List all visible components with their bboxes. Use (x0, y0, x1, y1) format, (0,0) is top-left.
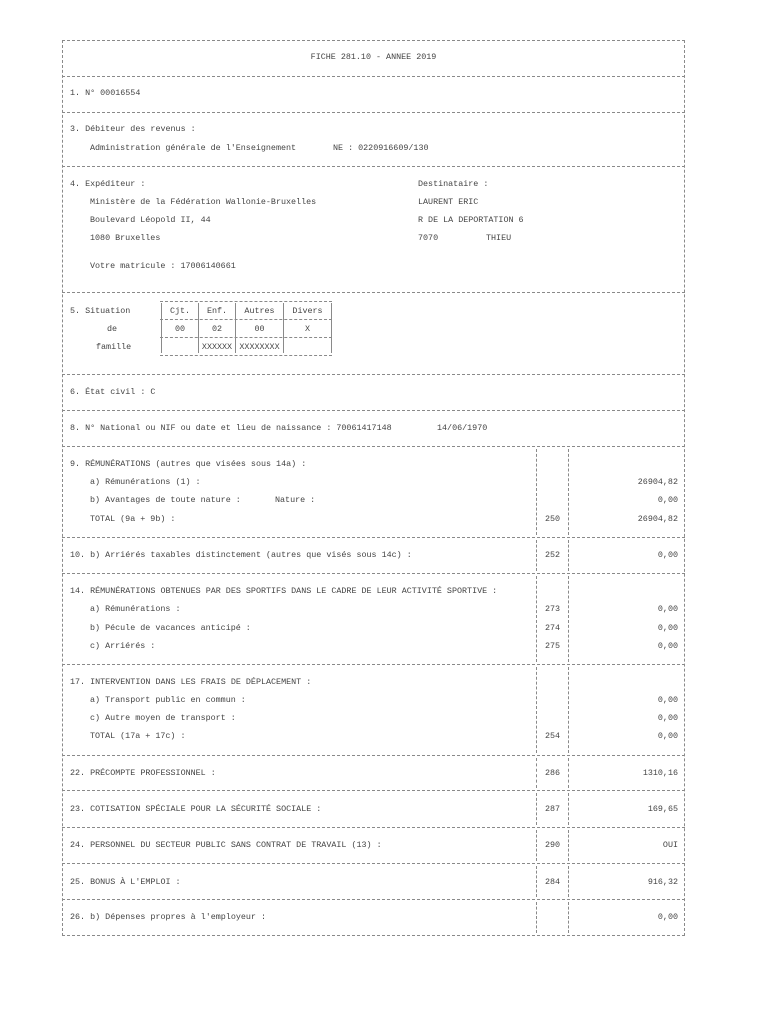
benefits-b: b) Avantages de toute nature : (90, 495, 241, 505)
civil-status: 6. État civil : C (70, 387, 156, 397)
code-column-right (568, 540, 569, 571)
withholding-value: 1310,16 (642, 768, 678, 778)
recipient-city: THIEU (486, 233, 512, 243)
travel-c: c) Autre moyen de transport : (90, 713, 236, 723)
separator (62, 410, 685, 411)
sender-line: Ministère de la Fédération Wallonie-Bruxelles (90, 197, 317, 207)
code-column-left (536, 902, 537, 933)
employment-bonus-value: 916,32 (647, 877, 678, 887)
withholding-code: 286 (544, 768, 561, 778)
sports-b-value: 0,00 (657, 623, 678, 633)
travel-a: a) Transport public en commun : (90, 695, 246, 705)
family-cell: XXXXXXXX (239, 342, 280, 352)
table-border (160, 319, 332, 320)
benefits-nature: Nature : (275, 495, 316, 505)
debtor-ne: NE : 0220916609/130 (333, 143, 429, 153)
public-sector-code: 290 (544, 840, 561, 850)
travel-total-value: 0,00 (657, 731, 678, 741)
separator (62, 112, 685, 113)
social-security-label: 23. COTISATION SPÉCIALE POUR LA SÉCURITÉ SOCIALE : (70, 804, 322, 814)
recipient-label: Destinataire : (418, 179, 489, 189)
sports-a-code: 273 (544, 604, 561, 614)
family-header: Divers (292, 306, 323, 316)
code-column-right (568, 758, 569, 788)
sports-c-code: 275 (544, 641, 561, 651)
social-security-value: 169,65 (647, 804, 678, 814)
separator (62, 827, 685, 828)
table-border (160, 337, 332, 338)
table-border (160, 355, 332, 356)
form-number: 1. N° 00016554 (70, 88, 141, 98)
family-header: Enf. (206, 306, 228, 316)
family-cell: 00 (174, 324, 186, 334)
table-border (160, 301, 332, 302)
travel-c-value: 0,00 (657, 713, 678, 723)
debtor-label: 3. Débiteur des revenus : (70, 124, 196, 134)
remunerations-label: 9. RÉMUNÉRATIONS (autres que visées sous 14a) : (70, 459, 307, 469)
family-cell: 00 (254, 324, 265, 334)
sender-line: Boulevard Léopold II, 44 (90, 215, 211, 225)
family-cell: X (304, 324, 311, 334)
left-border (62, 40, 63, 936)
form-title: FICHE 281.10 - ANNEE 2019 (310, 52, 437, 62)
remunerations-total-value: 26904,82 (637, 514, 678, 524)
separator (62, 863, 685, 864)
benefits-b-value: 0,00 (657, 495, 678, 505)
right-border (684, 40, 685, 936)
travel-total-code: 254 (544, 731, 561, 741)
travel-total: TOTAL (17a + 17c) : (90, 731, 186, 741)
separator (62, 664, 685, 665)
employer-expenses-value: 0,00 (657, 912, 678, 922)
employment-bonus-label: 25. BONUS À L'EMPLOI : (70, 877, 181, 887)
code-column-right (568, 830, 569, 861)
sports-c-value: 0,00 (657, 641, 678, 651)
sports-a: a) Rémunérations : (90, 604, 181, 614)
code-column-right (568, 866, 569, 897)
matricule: Votre matricule : 17006140661 (90, 261, 236, 271)
sports-c: c) Arriérés : (90, 641, 156, 651)
family-header: Cjt. (169, 306, 191, 316)
separator (62, 899, 685, 900)
arrears-code: 252 (544, 550, 561, 560)
national-number: 8. N° National ou NIF ou date et lieu de naissance : 70061417148 (70, 423, 392, 433)
recipient-zip: 7070 (418, 233, 439, 243)
separator (62, 40, 685, 41)
sender-label: 4. Expéditeur : (70, 179, 146, 189)
separator (62, 292, 685, 293)
family-situation-label: de (106, 324, 118, 334)
code-column-right (568, 902, 569, 933)
separator (62, 755, 685, 756)
separator (62, 573, 685, 574)
code-column-right (568, 576, 569, 662)
remunerations-a: a) Rémunérations (1) : (90, 477, 201, 487)
remunerations-total: TOTAL (9a + 9b) : (90, 514, 176, 524)
public-sector-value: OUI (662, 840, 678, 850)
recipient-name: LAURENT ERIC (418, 197, 479, 207)
family-situation-label: 5. Situation (70, 306, 131, 316)
table-border (331, 303, 332, 353)
family-cell: XXXXXX (201, 342, 233, 352)
public-sector-label: 24. PERSONNEL DU SECTEUR PUBLIC SANS CONTRAT DE TRAVAIL (13) : (70, 840, 382, 850)
employer-expenses-label: 26. b) Dépenses propres à l'employeur : (70, 912, 267, 922)
arrears-value: 0,00 (657, 550, 678, 560)
separator (62, 935, 685, 936)
birth-date: 14/06/1970 (437, 423, 488, 433)
sports-b-code: 274 (544, 623, 561, 633)
sports-b: b) Pécule de vacances anticipé : (90, 623, 251, 633)
separator (62, 446, 685, 447)
remunerations-a-value: 26904,82 (637, 477, 678, 487)
recipient-street: R DE LA DEPORTATION 6 (418, 215, 524, 225)
social-security-code: 287 (544, 804, 561, 814)
sports-label: 14. RÉMUNÉRATIONS OBTENUES PAR DES SPORTIFS DANS LE CADRE DE LEUR ACTIVITÉ SPORTIVE : (70, 586, 498, 596)
separator (62, 790, 685, 791)
separator (62, 76, 685, 77)
remunerations-total-code: 250 (544, 514, 561, 524)
family-cell: 02 (211, 324, 223, 334)
sender-line: 1080 Bruxelles (90, 233, 161, 243)
code-column-right (568, 449, 569, 535)
family-header: Autres (244, 306, 275, 316)
travel-label: 17. INTERVENTION DANS LES FRAIS DE DÉPLACEMENT : (70, 677, 312, 687)
withholding-label: 22. PRÉCOMPTE PROFESSIONNEL : (70, 768, 216, 778)
employment-bonus-code: 284 (544, 877, 561, 887)
arrears-label: 10. b) Arriérés taxables distinctement (autres que visés sous 14c) : (70, 550, 412, 560)
code-column-right (568, 667, 569, 753)
separator (62, 166, 685, 167)
code-column-right (568, 793, 569, 825)
debtor-name: Administration générale de l'Enseignement (90, 143, 297, 153)
separator (62, 374, 685, 375)
travel-a-value: 0,00 (657, 695, 678, 705)
sports-a-value: 0,00 (657, 604, 678, 614)
separator (62, 537, 685, 538)
family-situation-label: famille (96, 342, 132, 352)
